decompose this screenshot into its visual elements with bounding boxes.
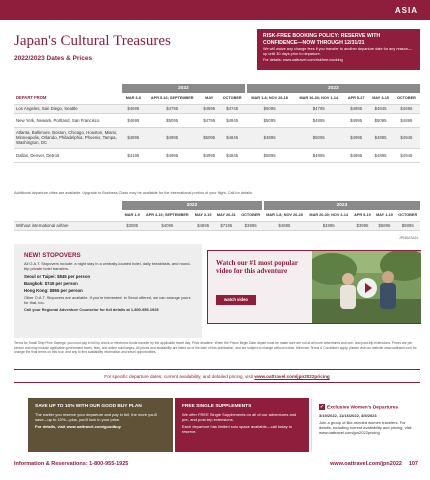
terms-text: Terms for Small Ship Price Savings: you must pay in full by check or electronic funds transfer by the applicable travel day. Price deadline: When the Prices Begin Date depart must be made sure are not at all more adventures and one- and post-trip extensions. Prices are per person and may include applicable government taxes, fees, and airline surcharges. All prices and availability are listed as of the date of this publication, and are subject to change without notice. Minimum Terms & Conditions apply, please visit our website www.oattravel.com for change the final terms on this tour, and any to find availability information and travel opportunities. [14,341,417,355]
table-row [14,148,420,162]
stopover-price-hongkong: Hong Kong: $865 per person [24,287,83,293]
video-heading: Watch our #1 most popular video for this adventure [216,259,298,276]
departure-city: Atlanta, Baltimore, Boston, Chicago, Houston, Miami, Minneapolis, Orlando, Philadelphia, Phoenix, Tampa, Washington, DC [14,127,122,148]
price-cell: $7195 [214,221,238,230]
stopovers-text: All O.A.T. Stopovers include: a night stay in a centrally-located hotel, daily breakfasts, and round-trip private hotel transfers. [24,261,191,272]
column-header: MAY [200,93,219,104]
stopovers-box [14,244,202,338]
price-cell: $4895 [368,127,392,148]
women-dates: 3/19/2022, 11/16/2022, 4/5/2023 [319,413,377,419]
price-cell: $5095 [246,113,294,127]
watch-video-button[interactable]: watch video [216,295,256,305]
airfare-footnote: Additional departure cities are available. Upgrade to Business Class may be available for the international portion of your flight. Call for details. [14,191,253,195]
price-cell: $4095 [142,221,192,230]
prices-table-airfare [14,84,420,163]
price-cell: $4745 [219,104,246,113]
column-header: OCTOBER [219,93,246,104]
column-header: MAR 1-8; NOV 26-28 [263,210,306,221]
price-cell: $5095 [294,127,344,148]
departure-city: Los Angeles, San Diego, Seattle [14,104,122,113]
column-header: MAR 20-30; NOV 3-14 [306,210,351,221]
good-buy-box [28,398,173,452]
prices-table-no-airfare [14,201,420,231]
price-cell: $4895 [344,148,368,162]
good-buy-heading: SAVE UP TO 10% WITH OUR GOOD BUY PLAN [35,404,142,409]
column-header: APR 3-16; SEPTEMBER [142,210,192,221]
price-cell: $4895 [393,113,420,127]
column-header: MAY 3-15 [368,93,392,104]
top-banner [0,0,430,20]
table-row [14,127,420,148]
column-header: MAY 26-31 [214,210,238,221]
stopovers-heading: NEW! STOPOVERS [24,252,81,259]
price-cell: $5895 [246,148,294,162]
column-header: MAY 1-15 [373,210,395,221]
promo-text: We will waive any change fees if you transfer to another departure date for any reason—up until 30 days prior to departure. [263,47,412,56]
page-number: 107 [408,461,418,467]
column-header: OCTOBER [395,210,420,221]
price-cell: $4895 [246,127,294,148]
footer-phone: Information & Reservations: 1-800-955-1925 [14,461,129,467]
video-promo [207,250,421,324]
price-cell: $3995 [351,221,373,230]
women-heading: Exclusive Women's Departures [327,405,399,411]
price-cell: $5095 [368,113,392,127]
price-cell: $4995 [344,113,368,127]
departure-city: New York, Newark, Portland, San Francisco [14,113,122,127]
price-cell: $4795 [200,113,219,127]
price-cell: $4995 [200,148,219,162]
section-tag: ASIA [394,6,418,15]
price-cell: $5095 [200,127,219,148]
womens-departures-box [311,398,420,452]
price-cell: $5895 [395,221,420,230]
cta-link[interactable]: www.oattravel.com/jpn2022pricing [254,374,330,379]
table-row [14,104,420,113]
price-cell: $4845 [219,113,246,127]
table-row [14,221,420,230]
column-header: MAR 16-30; NOV 1-14 [294,93,344,104]
depart-from-header: DEPART FROM [14,93,122,104]
price-cell: $3995 [238,221,262,230]
price-cell: $4895 [200,104,219,113]
women-text: Join a group of like-minded women travelers. For details, including current availability and pricing, visit www.oattravel.com/jpn2022pricing [319,420,412,436]
footer-url[interactable]: www.oattravel.com/jpn2022 [330,461,402,467]
price-cell: $4945 [393,148,420,162]
price-cell: $4195 [122,148,145,162]
pricing-cta [14,369,420,383]
price-cell: $5095 [145,113,200,127]
column-header: MAR 1-9 [122,210,142,221]
column-header: APR 5-19 [351,210,373,221]
column-header: MAR 3-8 [122,93,145,104]
single-text: We offer FREE Single Supplements on all of our adventures and pre- and post-trip extensions. [182,412,297,422]
column-header: OCTOBER [238,210,262,221]
checkmark-icon: ✓ [319,404,325,410]
price-cell: $4845 [219,127,246,148]
stopovers-other: Other O.A.T. Stopovers are available. If you're interested: In Seoul offered, we can arrange yours for that, too. [24,294,191,305]
page-title: Japan's Cultural Treasures [14,33,171,49]
video-thumbnail[interactable] [312,251,421,323]
play-icon[interactable] [357,278,377,298]
price-cell: $4895 [263,221,306,230]
pricing-code: JPNDATA22 [399,236,419,240]
row-label: Without international airfare [14,221,122,230]
column-header: MAY 3-15 [192,210,214,221]
price-cell: $4695 [393,104,420,113]
price-cell: $4795 [294,104,344,113]
promo-link[interactable]: For details: www.oattravel.com/riskfree-booking [263,58,343,62]
price-cell: $4895 [192,221,214,230]
column-header: APR 5-27 [344,93,368,104]
page-subtitle: 2022/2023 Dates & Prices [14,55,93,62]
single-heading: FREE SINGLE SUPPLEMENTS [182,404,252,409]
price-cell: $4895 [344,104,368,113]
price-cell: $5895 [373,221,395,230]
price-cell: $4695 [122,113,145,127]
price-cell: $4995 [344,127,368,148]
price-cell: $4895 [368,148,392,162]
price-cell: $4945 [393,127,420,148]
good-buy-text: The earlier you reserve your departure and pay in full, the more you'll save—up to 10%—plus, you'll lock in your price. [35,412,158,422]
single-text-2: Each departure has limited solo space available—call today to reserve. [182,424,293,434]
price-cell: $5095 [246,104,294,113]
risk-free-promo [257,29,420,70]
price-cell: $4845 [219,148,246,162]
table-row [14,113,420,127]
good-buy-link[interactable]: For details, visit www.oattravel.com/goodbuy [35,424,121,429]
single-supplements-box [175,398,309,452]
price-cell: $3085 [122,221,142,230]
year-2023-header: 2023 [263,201,420,210]
price-cell: $4695 [122,104,145,113]
year-2022-header: 2022 [122,201,263,210]
promo-heading: RISK-FREE BOOKING POLICY: RESERVE WITH CONFIDENCE—NOW THROUGH 12/31/21 [263,33,381,46]
price-cell: $4895 [122,127,145,148]
column-header: OCTOBER [393,93,420,104]
column-header: MAR 1-8; NOV 26-18 [246,93,294,104]
year-2023-header: 2023 [246,84,420,93]
price-cell: $4795 [145,104,200,113]
price-cell: $4895 [294,148,344,162]
stopovers-call: Call your Regional Adventure Counselor for full details at 1-800-955-1925 [24,307,159,313]
column-header: APR 5-16; SEPTEMBER [145,93,200,104]
year-2022-header: 2022 [122,84,246,93]
stopover-price-bangkok: Bangkok: $745 per person [24,280,78,286]
price-cell: $4895 [294,113,344,127]
price-cell: $4995 [145,148,200,162]
departure-city: Dallas, Denver, Detroit [14,148,122,162]
price-cell: $4895 [145,127,200,148]
cta-text: For specific departure dates, current availability, and detailed pricing, visit [104,374,254,379]
price-cell: $4945 [368,104,392,113]
stopover-price-seoul: Seoul or Taipei: $845 per person [24,273,91,279]
price-cell: $4895 [306,221,351,230]
